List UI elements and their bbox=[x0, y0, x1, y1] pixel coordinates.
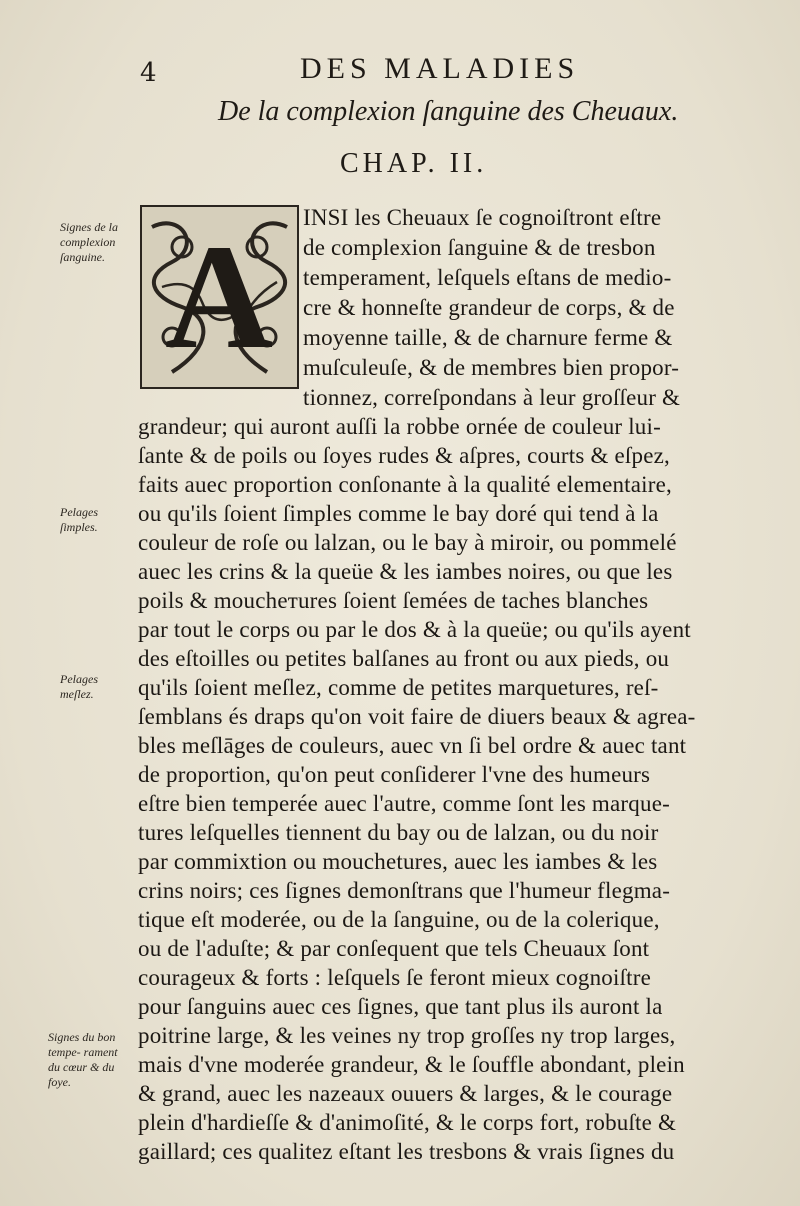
text-line: ou de l'aduſte; & par conſequent que tels Cheuaux ſont bbox=[138, 936, 650, 961]
text-line: pour ſanguins auec ces ſignes, que tant plus ils auront la bbox=[138, 994, 663, 1019]
text-line: crins noirs; ces ſignes demonſtrans que l'humeur flegma- bbox=[138, 878, 671, 903]
text-line: poitrine large, & les veines ny trop groſſes ny trop larges, bbox=[138, 1023, 676, 1048]
text-line: qu'ils ſoient meſlez, comme de petites marquetures, reſ- bbox=[138, 675, 659, 700]
text-line: de complexion ſanguine & de tresbon bbox=[303, 235, 656, 260]
text-line: couleur de roſe ou lalzan, ou le bay à miroir, ou pommelé bbox=[138, 530, 677, 555]
text-line: cre & honneſte grandeur de corps, & de bbox=[303, 295, 675, 320]
text-line: poils & moucheтures ſoient ſemées de taches blanches bbox=[138, 588, 649, 613]
section-title: De la complexion ſanguine des Cheuaux. bbox=[218, 96, 679, 127]
page-number: 4 bbox=[140, 58, 157, 88]
text-line: ou qu'ils ſoient ſimples comme le bay doré qui tend à la bbox=[138, 501, 659, 526]
text-line: mais d'vne moderée grandeur, & le ſouffle abondant, plein bbox=[138, 1052, 685, 1077]
text-line: ſante & de poils ou ſoyes rudes & aſpres, courts & eſpez, bbox=[138, 443, 670, 468]
chapter-heading: CHAP. II. bbox=[340, 148, 488, 179]
margin-note-bon-temperament: Signes du bon tempe- rament du cœur & du foye. bbox=[48, 1030, 118, 1089]
text-line: par commixtion ou mouchetures, auec les iambes & les bbox=[138, 849, 658, 874]
text-line: bles meſlāges de couleurs, auec vn ſi bel ordre & auec tant bbox=[138, 733, 687, 758]
running-head: DES MALADIES bbox=[300, 52, 580, 85]
text-line: plein d'hardieſſe & d'animoſité, & le corps fort, robuſte & bbox=[138, 1110, 677, 1135]
text-line: par tout le corps ou par le dos & à la queüe; ou qu'ils ayent bbox=[138, 617, 691, 642]
foliage-ornament-icon bbox=[142, 207, 297, 387]
text-line: moyenne taille, & de charnure ferme & bbox=[303, 325, 673, 350]
drop-cap-letter: A bbox=[164, 214, 274, 380]
margin-note-pelages-meslez: Pelages meſlez. bbox=[60, 672, 98, 701]
text-line: tures leſquelles tiennent du bay ou de lalzan, ou du noir bbox=[138, 820, 659, 845]
ornamental-drop-cap bbox=[140, 205, 299, 389]
text-line: INSI les Cheuaux ſe cognoiſtront eſtre bbox=[303, 205, 662, 230]
text-line: gaillard; ces qualitez eſtant les tresbons & vrais ſignes du bbox=[138, 1139, 675, 1164]
text-line: de proportion, qu'on peut conſiderer l'vne des humeurs bbox=[138, 762, 651, 787]
text-line: temperament, leſquels eſtans de medio- bbox=[303, 265, 672, 290]
text-line: tique eſt moderée, ou de la ſanguine, ou de la colerique, bbox=[138, 907, 660, 932]
text-line: eſtre bien temperée auec l'autre, comme ſont les marque- bbox=[138, 791, 670, 816]
text-line: & grand, auec les nazeaux ouuers & larges, & le courage bbox=[138, 1081, 673, 1106]
text-line: auec les crins & la queüe & les iambes noires, ou que les bbox=[138, 559, 673, 584]
text-line: grandeur; qui auront auſſi la robbe ornée de couleur lui- bbox=[138, 414, 661, 439]
text-line: tionnez, correſpondans à leur groſſeur & bbox=[303, 385, 681, 410]
margin-note-signes: Signes de la complexion ſanguine. bbox=[60, 220, 118, 264]
text-line: faits auec proportion conſonante à la qualité elementaire, bbox=[138, 472, 672, 497]
margin-note-pelages-simples: Pelages ſimples. bbox=[60, 505, 98, 534]
text-line: muſculeuſe, & de membres bien propor- bbox=[303, 355, 680, 380]
text-line: courageux & forts : leſquels ſe feront mieux cognoiſtre bbox=[138, 965, 652, 990]
text-line: des eſtoilles ou petites balſanes au front ou aux pieds, ou bbox=[138, 646, 670, 671]
text-line: ſemblans és draps qu'on voit faire de diuers beaux & agrea- bbox=[138, 704, 696, 729]
